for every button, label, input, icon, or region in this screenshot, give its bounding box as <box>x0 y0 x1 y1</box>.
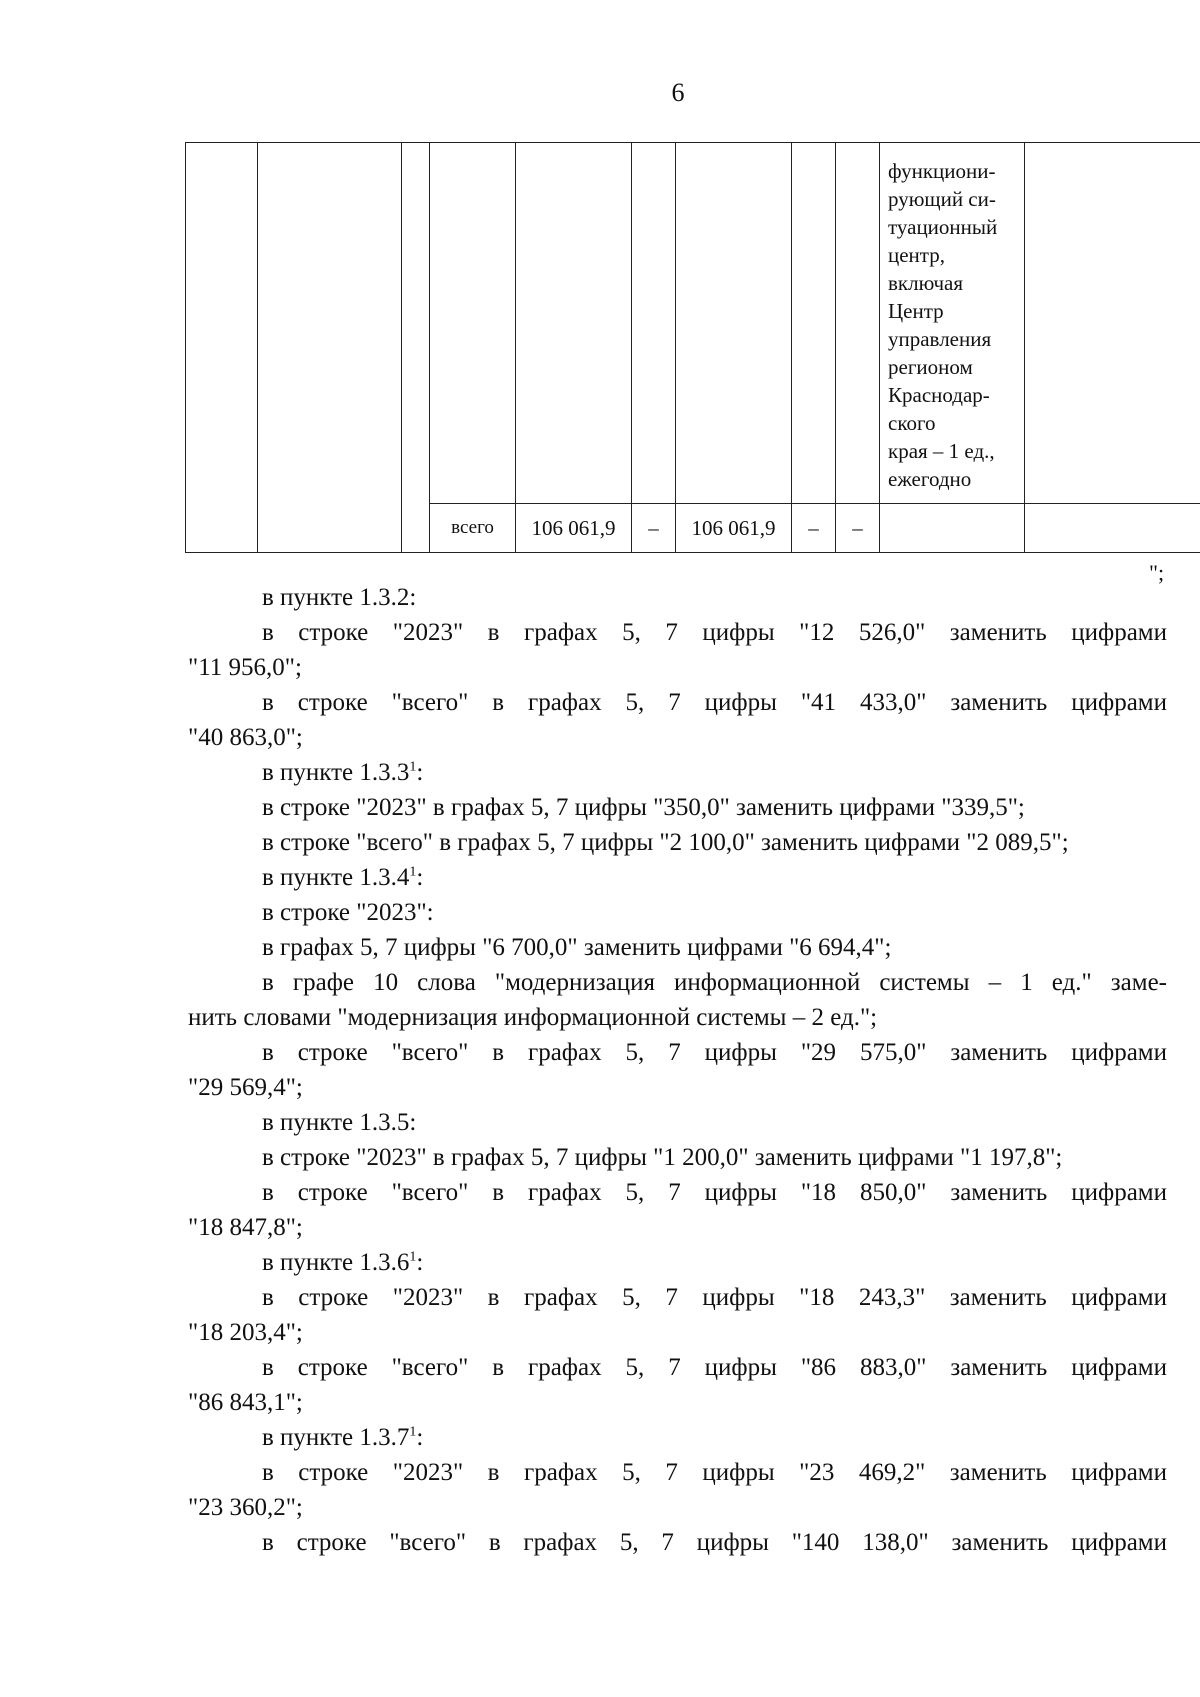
paragraph: в строке "всего" в графах 5, 7 цифры "29 575,0" заменить цифрами <box>262 1039 1167 1066</box>
table-cell <box>516 143 632 504</box>
paragraph-text: в пункте 1.3.3 <box>262 759 410 786</box>
paragraph: нить словами "модернизация информационной системы – 2 ед."; <box>188 1004 878 1031</box>
paragraph: "29 569,4"; <box>188 1074 303 1101</box>
paragraph: в строке "2023" в графах 5, 7 цифры "1 200,0" заменить цифрами "1 197,8"; <box>262 1144 1063 1171</box>
program-table <box>185 142 1200 553</box>
paragraph: в строке "2023" в графах 5, 7 цифры "12 526,0" заменить цифрами <box>262 619 1167 646</box>
paragraph: "18 847,8"; <box>188 1214 303 1241</box>
table-cell <box>258 143 402 553</box>
description-line: ского <box>888 411 936 435</box>
paragraph: "86 843,1"; <box>188 1389 303 1416</box>
paragraph-suffix: : <box>416 1424 424 1451</box>
paragraph: "11 956,0"; <box>188 654 302 681</box>
table-row-description <box>186 143 1200 504</box>
paragraph: в строке "всего" в графах 5, 7 цифры "140 138,0" заменить цифрами <box>262 1529 1167 1556</box>
total-col9-cell: – <box>836 504 880 553</box>
total-label-cell: всего <box>430 504 516 553</box>
page-number: 6 <box>671 78 685 107</box>
description-line: регионом <box>888 355 973 379</box>
description-line: рующий си- <box>888 187 996 211</box>
table-cell <box>1025 504 1200 553</box>
paragraph: в строке "всего" в графах 5, 7 цифры "2 100,0" заменить цифрами "2 089,5"; <box>262 829 1069 856</box>
table-cell <box>186 143 258 553</box>
description-line: функциони- <box>888 159 996 183</box>
total-col6-cell: – <box>632 504 676 553</box>
description-line: Краснодар- <box>888 383 990 407</box>
table-cell <box>430 143 516 504</box>
paragraph <box>188 1245 1167 1280</box>
paragraph-suffix: : <box>416 759 424 786</box>
table-cell <box>402 143 430 553</box>
paragraph: "40 863,0"; <box>188 724 303 751</box>
paragraph: в строке "2023" в графах 5, 7 цифры "18 243,3" заменить цифрами <box>262 1284 1167 1311</box>
table-cell <box>1025 143 1200 504</box>
paragraph: в пункте 1.3.2: <box>262 584 417 611</box>
description-line: туационный <box>888 215 998 239</box>
paragraph: в строке "всего" в графах 5, 7 цифры "18 850,0" заменить цифрами <box>262 1179 1167 1206</box>
paragraph: "23 360,2"; <box>188 1494 303 1521</box>
total-col8-cell: – <box>792 504 836 553</box>
paragraph: в строке "2023" в графах 5, 7 цифры "350,0" заменить цифрами "339,5"; <box>262 794 1025 821</box>
paragraph: в графе 10 слова "модернизация информационной системы – 1 ед." заме- <box>262 969 1167 996</box>
paragraph-suffix: : <box>416 864 424 891</box>
paragraph-suffix: : <box>416 1249 424 1276</box>
description-line: управления <box>888 327 992 351</box>
table-cell <box>792 143 836 504</box>
amendment-text <box>188 580 1167 1560</box>
total-col7-cell: 106 061,9 <box>676 504 792 553</box>
result-description-cell <box>880 143 1025 504</box>
paragraph <box>188 860 1167 895</box>
paragraph-text: в пункте 1.3.4 <box>262 864 410 891</box>
table-cell <box>632 143 676 504</box>
paragraph: в графах 5, 7 цифры "6 700,0" заменить цифрами "6 694,4"; <box>262 934 892 961</box>
paragraph: в строке "всего" в графах 5, 7 цифры "41 433,0" заменить цифрами <box>262 689 1167 716</box>
table-cell <box>836 143 880 504</box>
paragraph <box>188 1420 1167 1455</box>
description-line: края – 1 ед., <box>888 439 995 463</box>
description-line: включая <box>888 271 964 295</box>
table-cell <box>676 143 792 504</box>
description-line: центр, <box>888 243 945 267</box>
paragraph-text: в пункте 1.3.6 <box>262 1249 410 1276</box>
superscript: 1 <box>409 759 417 775</box>
closing-quote-mark: "; <box>1149 560 1165 585</box>
description-line: Центр <box>888 299 944 323</box>
superscript: 1 <box>409 864 417 880</box>
paragraph: в строке "2023" в графах 5, 7 цифры "23 469,2" заменить цифрами <box>262 1459 1167 1486</box>
superscript: 1 <box>409 1424 417 1440</box>
paragraph-text: в пункте 1.3.7 <box>262 1424 410 1451</box>
paragraph <box>188 755 1167 790</box>
table-cell <box>880 504 1025 553</box>
paragraph: "18 203,4"; <box>188 1319 303 1346</box>
paragraph: в пункте 1.3.5: <box>262 1109 417 1136</box>
paragraph: в строке "2023": <box>262 899 434 926</box>
superscript: 1 <box>409 1249 417 1265</box>
paragraph: в строке "всего" в графах 5, 7 цифры "86 883,0" заменить цифрами <box>262 1354 1167 1381</box>
total-col5-cell: 106 061,9 <box>516 504 632 553</box>
description-line: ежегодно <box>888 467 972 491</box>
